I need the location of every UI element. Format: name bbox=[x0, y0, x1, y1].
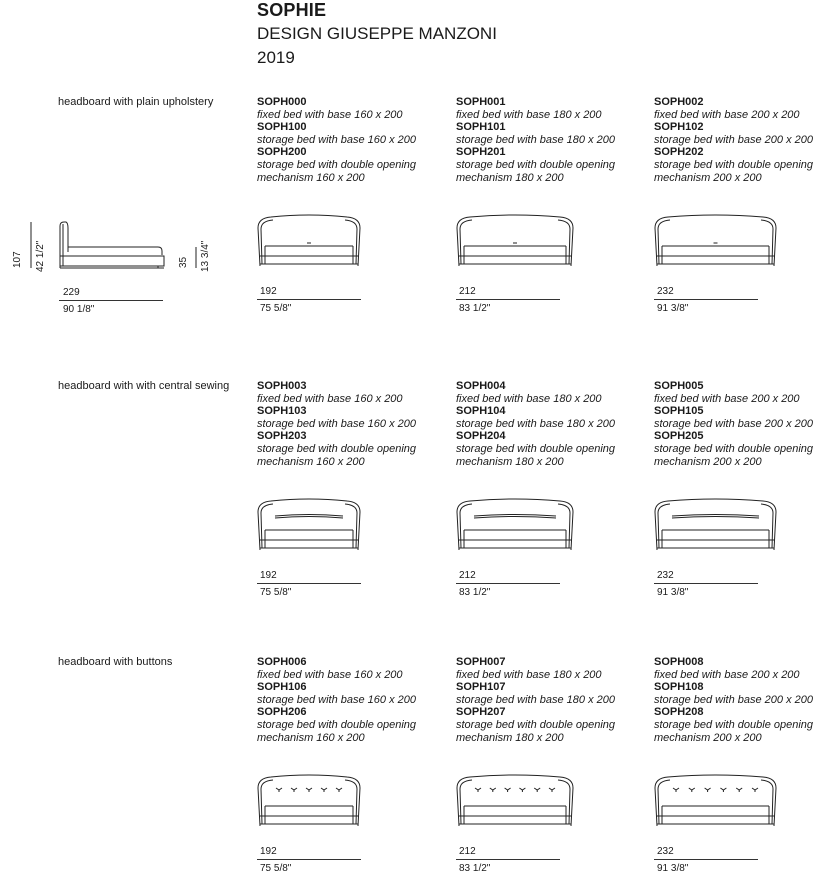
bed-width-cm: 192 bbox=[260, 286, 277, 297]
bed-width-line bbox=[654, 299, 758, 300]
model-description: storage bed with double opening mechanism 200 x 200 bbox=[654, 158, 814, 184]
bed-width-cm: 192 bbox=[260, 570, 277, 581]
bed-width-in: 75 5/8" bbox=[260, 863, 292, 874]
section-label: headboard with plain upholstery bbox=[58, 96, 214, 108]
model-code-list bbox=[654, 656, 834, 744]
model-description: fixed bed with base 160 x 200 bbox=[257, 392, 403, 405]
model-code: SOPH105 bbox=[654, 405, 704, 418]
model-description: fixed bed with base 180 x 200 bbox=[456, 392, 602, 405]
model-code: SOPH003 bbox=[257, 380, 307, 392]
model-code: SOPH104 bbox=[456, 405, 506, 418]
side-length-in: 90 1/8" bbox=[63, 304, 95, 315]
bed-width-in: 75 5/8" bbox=[260, 587, 292, 598]
product-title: SOPHIE bbox=[257, 0, 327, 20]
model-description: fixed bed with base 160 x 200 bbox=[257, 668, 403, 681]
model-code-list bbox=[654, 380, 834, 468]
model-code: SOPH008 bbox=[654, 656, 704, 668]
bed-width-line bbox=[257, 859, 361, 860]
bed-width-cm: 212 bbox=[459, 846, 476, 857]
bed-width-in: 83 1/2" bbox=[459, 587, 491, 598]
bed-width-in: 83 1/2" bbox=[459, 863, 491, 874]
bed-width-cm: 232 bbox=[657, 286, 674, 297]
bed-width-line bbox=[257, 583, 361, 584]
bed-width-line bbox=[456, 859, 560, 860]
model-code-list bbox=[456, 380, 636, 468]
model-description: storage bed with base 200 x 200 bbox=[654, 693, 814, 706]
section-label: headboard with buttons bbox=[58, 656, 173, 668]
bed-width-cm: 192 bbox=[260, 846, 277, 857]
bed-width-line bbox=[257, 299, 361, 300]
model-code: SOPH100 bbox=[257, 121, 307, 134]
model-code: SOPH001 bbox=[456, 96, 506, 108]
model-description: storage bed with double opening mechanism 180 x 200 bbox=[456, 158, 616, 184]
side-base-cm: 35 bbox=[178, 256, 189, 268]
model-code: SOPH208 bbox=[654, 706, 704, 719]
side-length-cm: 229 bbox=[63, 287, 80, 298]
model-description: fixed bed with base 160 x 200 bbox=[257, 108, 403, 121]
model-description: fixed bed with base 200 x 200 bbox=[654, 392, 800, 405]
model-description: storage bed with base 200 x 200 bbox=[654, 417, 814, 430]
bed-width-in: 91 3/8" bbox=[657, 587, 689, 598]
model-code: SOPH206 bbox=[257, 706, 307, 719]
bed-width-line bbox=[654, 859, 758, 860]
model-code: SOPH102 bbox=[654, 121, 704, 134]
model-description: storage bed with base 200 x 200 bbox=[654, 133, 814, 146]
model-description: storage bed with double opening mechanism 180 x 200 bbox=[456, 442, 616, 468]
model-description: fixed bed with base 200 x 200 bbox=[654, 108, 800, 121]
model-description: storage bed with base 160 x 200 bbox=[257, 417, 417, 430]
model-code: SOPH005 bbox=[654, 380, 704, 392]
model-code-list bbox=[654, 96, 834, 184]
bed-width-cm: 212 bbox=[459, 286, 476, 297]
model-code: SOPH207 bbox=[456, 706, 506, 719]
model-description: storage bed with base 160 x 200 bbox=[257, 133, 417, 146]
model-code: SOPH205 bbox=[654, 430, 704, 443]
side-base-in: 13 3/4" bbox=[200, 240, 211, 272]
model-description: storage bed with double opening mechanism 180 x 200 bbox=[456, 718, 616, 744]
bed-width-cm: 212 bbox=[459, 570, 476, 581]
model-description: storage bed with base 180 x 200 bbox=[456, 693, 616, 706]
bed-width-cm: 232 bbox=[657, 846, 674, 857]
model-description: storage bed with double opening mechanism 160 x 200 bbox=[257, 442, 417, 468]
model-code: SOPH108 bbox=[654, 681, 704, 694]
model-code-list bbox=[257, 380, 437, 468]
model-code: SOPH106 bbox=[257, 681, 307, 694]
model-description: fixed bed with base 180 x 200 bbox=[456, 668, 602, 681]
model-description: storage bed with double opening mechanism 160 x 200 bbox=[257, 158, 417, 184]
bed-width-line bbox=[654, 583, 758, 584]
model-code: SOPH204 bbox=[456, 430, 506, 443]
model-code: SOPH103 bbox=[257, 405, 307, 418]
model-description: storage bed with double opening mechanism 160 x 200 bbox=[257, 718, 417, 744]
model-code: SOPH107 bbox=[456, 681, 506, 694]
model-description: fixed bed with base 200 x 200 bbox=[654, 668, 800, 681]
model-code-list bbox=[257, 656, 437, 744]
model-code-list bbox=[257, 96, 437, 184]
model-code: SOPH000 bbox=[257, 96, 307, 108]
design-year: 2019 bbox=[257, 48, 295, 67]
model-code: SOPH004 bbox=[456, 380, 506, 392]
section-label: headboard with with central sewing bbox=[58, 380, 230, 392]
side-height-cm: 107 bbox=[12, 251, 23, 268]
bed-width-cm: 232 bbox=[657, 570, 674, 581]
model-code-list bbox=[456, 96, 636, 184]
model-code: SOPH200 bbox=[257, 146, 307, 159]
model-code: SOPH006 bbox=[257, 656, 307, 668]
bed-width-line bbox=[456, 299, 560, 300]
model-code: SOPH202 bbox=[654, 146, 704, 159]
model-description: storage bed with double opening mechanism 200 x 200 bbox=[654, 442, 814, 468]
model-code-list bbox=[456, 656, 636, 744]
model-description: storage bed with base 180 x 200 bbox=[456, 133, 616, 146]
designer-name: DESIGN GIUSEPPE MANZONI bbox=[257, 24, 497, 43]
bed-width-line bbox=[456, 583, 560, 584]
model-description: storage bed with double opening mechanism 200 x 200 bbox=[654, 718, 814, 744]
bed-width-in: 75 5/8" bbox=[260, 303, 292, 314]
model-code: SOPH007 bbox=[456, 656, 506, 668]
model-description: storage bed with base 160 x 200 bbox=[257, 693, 417, 706]
model-code: SOPH101 bbox=[456, 121, 506, 134]
model-description: fixed bed with base 180 x 200 bbox=[456, 108, 602, 121]
bed-width-in: 91 3/8" bbox=[657, 303, 689, 314]
bed-width-in: 83 1/2" bbox=[459, 303, 491, 314]
side-length-line bbox=[59, 300, 163, 301]
side-height-in: 42 1/2" bbox=[35, 240, 46, 272]
bed-width-in: 91 3/8" bbox=[657, 863, 689, 874]
model-code: SOPH203 bbox=[257, 430, 307, 443]
model-code: SOPH002 bbox=[654, 96, 704, 108]
model-description: storage bed with base 180 x 200 bbox=[456, 417, 616, 430]
model-code: SOPH201 bbox=[456, 146, 506, 159]
